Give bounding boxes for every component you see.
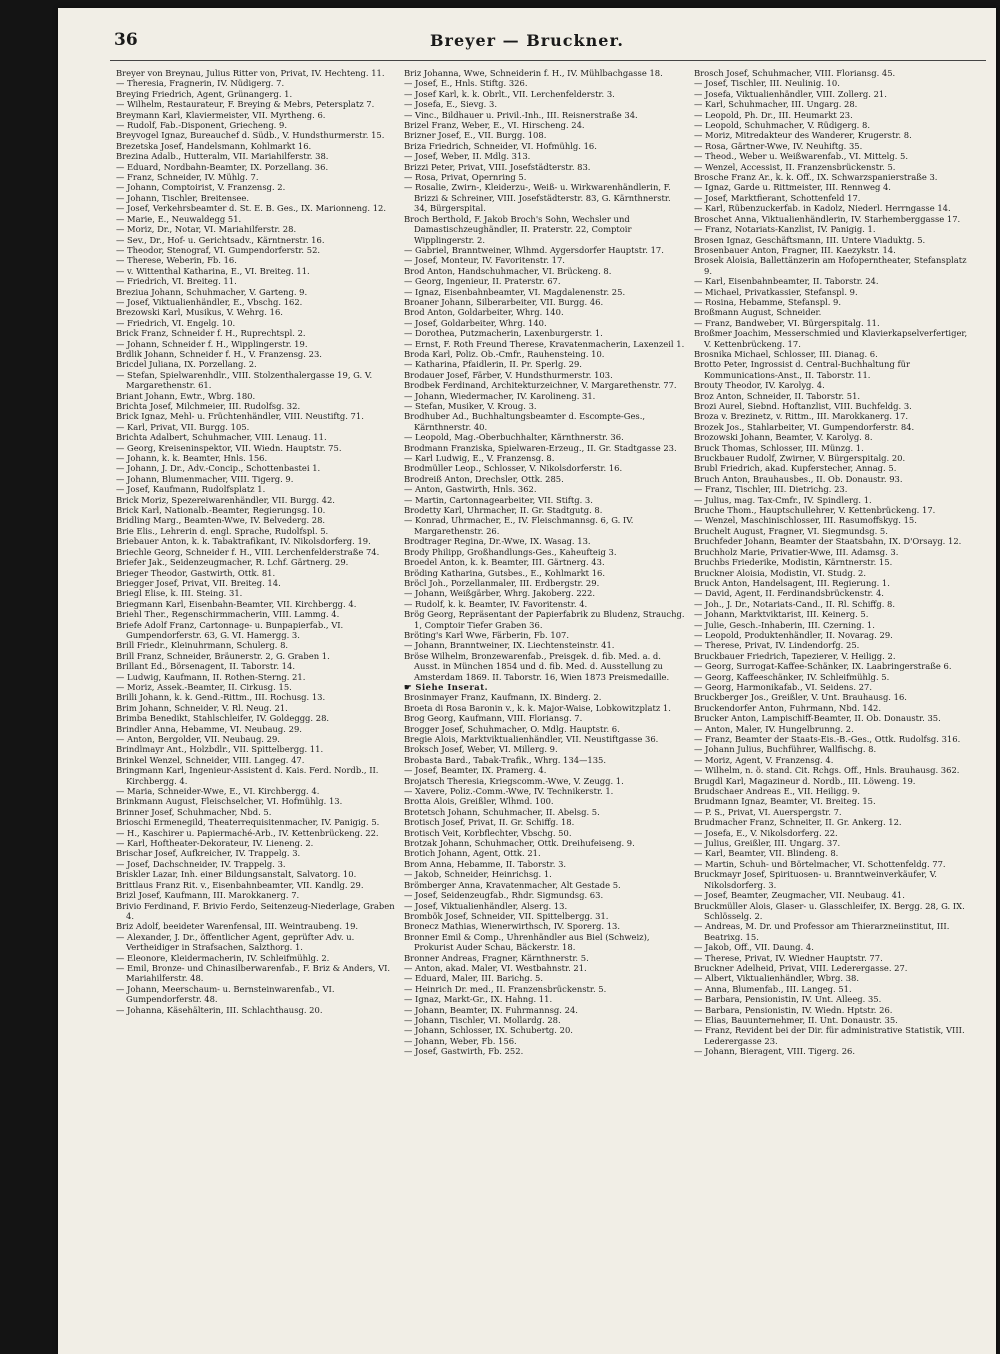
directory-entry: Brindlmayr Ant., Holzbdlr., VII. Spittelbergg. 11. — [116, 744, 324, 755]
directory-entry: — Johann, Blumenmacher, VIII. Tigerg. 9. — [116, 473, 294, 484]
directory-entry: — Josef, Beamter, IX. Pramerg. 4. — [404, 765, 547, 776]
directory-entry: Brindler Anna, Hebamme, VI. Neubaug. 29. — [116, 723, 302, 734]
directory-entry: — Maria, Schneider-Wwe, E., VI. Kirchbergg. 4. — [116, 786, 320, 797]
directory-entry: — Franz, Schneider, IV. Mühlg. 7. — [116, 172, 259, 183]
directory-entry: — Karl, Schuhmacher, III. Ungarg. 28. — [694, 99, 858, 110]
directory-entry: Breyer von Breynau, Julius Ritter von, Privat, IV. Hechteng. 11. — [116, 68, 385, 78]
directory-entry: — Stefan, Spielwarenhdlr., VIII. Stolzenthalergasse 19, G. V. Margarethenstr. 61. — [116, 369, 373, 391]
directory-entry: — Johann, Weber, Fb. 156. — [404, 1035, 517, 1046]
directory-entry: — Theod., Weber u. Weißwarenfab., VI. Mittelg. 5. — [694, 151, 909, 162]
directory-entry: — Josefa, Viktualienhändler, VIII. Zollerg. 21. — [694, 88, 887, 99]
directory-entry: — Rosa, Gärtner-Wwe, IV. Neuhiftg. 35. — [694, 140, 863, 151]
directory-entry: — Josefa, E., Sievg. 3. — [404, 99, 497, 110]
directory-entry: Brotzak Johann, Schuhmacher, Ottk. Dreihufeiseng. 9. — [404, 838, 635, 849]
directory-entry: — Josef, Monteur, IV. Favoritenstr. 17. — [404, 255, 565, 266]
directory-entry: Bruch Anton, Brauhausbes., II. Ob. Donaustr. 93. — [694, 473, 903, 484]
directory-entry: Brillant Ed., Börsenagent, II. Taborstr. 14. — [116, 661, 295, 672]
directory-entry: Briehl Ther., Regenschirmmacherin, VIII. Lammg. 4. — [116, 609, 340, 620]
directory-entry: Broksch Josef, Weber, VI. Millerg. 9. — [404, 744, 558, 755]
directory-entry: Brogger Josef, Schuhmacher, O. Mdlg. Hauptstr. 6. — [404, 723, 620, 734]
directory-entry: Bruckner Aloisia, Modistin, VI. Studg. 2. — [694, 567, 867, 578]
directory-entry: Bruckendorfer Anton, Fuhrmann, Nbd. 142. — [694, 702, 882, 713]
directory-entry: Brobasta Bard., Tabak-Trafik., Whrg. 134—135. — [404, 754, 607, 765]
directory-entry: — Johann, Weißgärber, Whrg. Jakoberg. 222. — [404, 588, 595, 599]
directory-entry: — Ignaz, Eisenbahnbeamter, VI. Magdalenenstr. 25. — [404, 286, 626, 297]
column-middle — [404, 68, 686, 1346]
directory-entry: Brudmann Ignaz, Beamter, VI. Breiteg. 15. — [694, 796, 876, 807]
directory-entry: — Rosalie, Zwirn-, Kleiderzu-, Weiß- u. Wirkwarenhändlerin, F. Brizzi & Schreiner, VIII. Josefstädterstr. 83, G. Kärnthnerstr. 34, Bürgerspital. — [404, 182, 671, 214]
directory-entry: — Julie, Gesch.-Inhaberin, III. Czerning. 1. — [694, 619, 875, 630]
directory-entry: — Anna, Blumenfab., III. Langeg. 51. — [694, 983, 852, 994]
directory-entry: Brömberger Anna, Kravatenmacher, Alt Gestade 5. — [404, 879, 621, 890]
directory-entry: Brezina Adalb., Hutteralm, VII. Mariahilferstr. 38. — [116, 151, 329, 162]
directory-entry: Breyvogel Ignaz, Bureauchef d. Südb., V. Hundsthurmerstr. 15. — [116, 130, 385, 141]
directory-entry: Broedel Anton, k. k. Beamter, III. Gärtnerg. 43. — [404, 557, 605, 568]
directory-entry: Brotisch Josef, Privat, II. Gr. Schiffg. 18. — [404, 817, 575, 828]
directory-entry: Brie Elis., Lehrerin d. engl. Sprache, Rudolfspl. 5. — [116, 525, 329, 536]
directory-entry: Bronecz Mathias, Wienerwirthsch, IV. Sporerg. 13. — [404, 921, 621, 932]
directory-entry: Bronner Emil & Comp., Uhrenhändler aus Biel (Schweiz), Prokurist Auder Schau, Bäckerstr. 18. — [404, 931, 650, 953]
directory-entry: — Konrad, Uhrmacher, E., IV. Fleischmannsg. 6, G. IV. Margarethenstr. 26. — [404, 515, 634, 536]
directory-entry: — Eduard, Nordbahn-Beamter, IX. Porzellang. 36. — [116, 161, 329, 172]
directory-entry: — Therese, Privat, IV. Lindendorfg. 25. — [694, 640, 860, 651]
directory-entry: — Josef, Viktualienhändler, Alserg. 13. — [404, 900, 568, 911]
directory-entry: Brezowski Karl, Musikus, V. Wehrg. 16. — [116, 307, 283, 318]
directory-entry: Brog Georg, Kaufmann, VIII. Floriansg. 7. — [404, 713, 583, 724]
directory-entry: Brinkel Wenzel, Schneider, VIII. Langeg. 47. — [116, 754, 305, 765]
directory-entry: Breying Friedrich, Agent, Grünangerg. 1. — [116, 88, 293, 99]
directory-entry: Brozek Jos., Stahlarbeiter, VI. Gumpendorferstr. 84. — [694, 421, 915, 432]
directory-entry: — Karl Ludwig, E., V. Franzensg. 8. — [404, 453, 555, 464]
directory-entry: Bröse Wilhelm, Bronzewarenfab., Preisgek. d. fib. Med. a. d. Ausst. in München 1854 und d. fib. Med. d. Ausstellung zu Amsterdam 1869. II. Taborstr. 16, Wien 1873 Preismedaille. — [404, 650, 670, 682]
directory-entry: — Josef, Gastwirth, Fb. 252. — [404, 1046, 524, 1057]
column-left — [116, 68, 398, 1346]
directory-entry: Brucker Anton, Lampischiff-Beamter, II. Ob. Donaustr. 35. — [694, 713, 941, 724]
directory-entry: — Martin, Schuh- und Börtelmacher, VI. Schottenfeldg. 77. — [694, 858, 946, 869]
directory-entry: — Moriz, Assek.-Beamter, II. Cirkusg. 15. — [116, 681, 292, 692]
directory-entry: — Johann, Bieragent, VIII. Tigerg. 26. — [694, 1046, 856, 1057]
directory-entry: — Karl, Privat, VII. Burgg. 105. — [116, 421, 250, 432]
directory-entry: Bruchfeder Johann, Beamter der Staatsbahn, IX. D'Orsayg. 12. — [694, 536, 962, 547]
directory-entry: Brög Georg, Repräsentant der Papierfabrik zu Bludenz, Strauchg. 1, Comptoir Tiefer Graben 36. — [404, 609, 685, 630]
directory-entry: — Franz, Notariats-Kanzlist, IV. Panigig. 1. — [694, 224, 876, 235]
directory-entry: — Ignaz, Garde u. Rittmeister, III. Rennweg 4. — [694, 182, 891, 193]
directory-entry: — Josefa, E., V. Nikolsdorferg. 22. — [694, 827, 838, 838]
directory-entry: — Jakob, Schneider, Heinrichsg. 1. — [404, 869, 552, 880]
directory-entry: — Johann, Comptoirist, V. Franzensg. 2. — [116, 182, 286, 193]
directory-entry: — P. S., Privat, VI. Auerspergstr. 7. — [694, 806, 842, 817]
directory-entry: Brinner Josef, Schuhmacher, Nbd. 5. — [116, 806, 272, 817]
directory-entry: — Johanna, Käsehälterin, III. Schlachthausg. 20. — [116, 1004, 323, 1015]
directory-entry: Bruckbauer Friedrich, Tapezierer, V. Heiligg. 2. — [694, 650, 896, 661]
directory-entry: — v. Wittenthal Katharina, E., VI. Breiteg. 11. — [116, 265, 310, 276]
directory-entry: Brittlaus Franz Rit. v., Eisenbahnbeamter, VII. Kandlg. 29. — [116, 879, 364, 890]
directory-entry: Brombök Josef, Schneider, VII. Spittelbergg. 31. — [404, 910, 609, 921]
directory-entry: Brotetsch Johann, Schuhmacher, II. Abelsg. 5. — [404, 806, 600, 817]
directory-entry: — Josef, Viktualienhändler, E., Vbschg. 162. — [116, 296, 303, 307]
directory-entry: — Therese, Privat, IV. Wiedner Hauptstr. 77. — [694, 952, 883, 963]
directory-entry: — Michael, Privatkassier, Stefanspl. 9. — [694, 286, 858, 297]
directory-entry: Brick Franz, Schneider f. H., Ruprechtspl. 2. — [116, 328, 306, 339]
directory-entry: Briefer Jak., Seidenzeugmacher, R. Lchf. Gärtnerg. 29. — [116, 557, 349, 568]
directory-entry: Brizner Josef, E., VII. Burgg. 108. — [404, 130, 547, 141]
directory-entry: Breymann Karl, Klaviermeister, VII. Myrtheng. 6. — [116, 109, 326, 120]
directory-entry: — Ludwig, Kaufmann, II. Rothen-Sterng. 21. — [116, 671, 306, 682]
directory-entry: Bröding Katharina, Gutsbes., E., Kohlmarkt 16. — [404, 567, 606, 578]
directory-entry: — Franz, Beamter der Staats-Eis.-B.-Ges., Ottk. Rudolfsg. 316. — [694, 734, 961, 744]
directory-entry: Brudschaer Andreas E., VII. Heiligg. 9. — [694, 786, 861, 797]
directory-entry: Bruchelt August, Fragner, VI. Siegmundsg. 5. — [694, 525, 888, 536]
directory-entry: — Georg, Surrogat-Kaffee-Schänker, IX. Laabringerstraße 6. — [694, 661, 952, 672]
directory-entry: — Karl, Rübenzuckerfab. in Kadolz, Niederl. Herrngasse 14. — [694, 203, 951, 214]
directory-entry: — Georg, Kaffeeschänker, IV. Schleifmühlg. 5. — [694, 671, 890, 682]
directory-entry: — Johann, Beamter, IX. Fuhrmannsg. 24. — [404, 1004, 578, 1015]
directory-entry: — Georg, Kreiseninspektor, VII. Wiedn. Hauptstr. 75. — [116, 442, 342, 453]
directory-entry: — Johann, J. Dr., Adv.-Concip., Schottenbastei 1. — [116, 463, 321, 474]
directory-entry: — Moriz, Agent, V. Franzensg. 4. — [694, 754, 834, 765]
directory-entry: — Rosa, Privat, Opernring 5. — [404, 172, 527, 183]
directory-entry: Briechle Georg, Schneider f. H., VIII. Lerchenfelderstraße 74. — [116, 546, 380, 557]
directory-entry: — Karl, Eisenbahnbeamter, II. Taborstr. 24. — [694, 276, 879, 287]
directory-entry: — Josef, E., Hnls. Stiftg. 326. — [404, 78, 528, 89]
directory-entry: Bruckbauer Rudolf, Zwirner, V. Bürgerspitalg. 20. — [694, 453, 906, 464]
directory-entry: — Karl, Hoftheater-Dekorateur, IV. Lieneng. 2. — [116, 838, 314, 849]
directory-entry: Briant Johann, Ewtr., Wbrg. 180. — [116, 390, 256, 401]
directory-entry: Bronner Andreas, Fragner, Kärnthnerstr. 5. — [404, 952, 589, 963]
directory-entry: — Franz, Bandweber, VI. Bürgerspitalg. 11. — [694, 317, 880, 328]
running-head: Breyer — Bruckner. — [430, 31, 624, 50]
directory-entry: Brezetska Josef, Handelsmann, Kohlmarkt 16. — [116, 140, 312, 151]
directory-entry: Brouty Theodor, IV. Karolyg. 4. — [694, 380, 825, 391]
directory-entry: — Theresia, Fragnerin, IV. Nüdigerg. 7. — [116, 78, 285, 89]
directory-entry: Bruchholz Marie, Privatier-Wwe, III. Adamsg. 3. — [694, 546, 899, 557]
directory-entry: — Dorothea, Putzmacherin, Laxenburgerstr. 1. — [404, 328, 603, 339]
directory-entry: Briegger Josef, Privat, VII. Breiteg. 14. — [116, 577, 281, 588]
directory-entry: — Barbara, Pensionistin, IV. Wiedn. Hptstr. 26. — [694, 1004, 893, 1015]
directory-entry: Brilli Johann, k. k. Gend.-Rittm., III. Rochusg. 13. — [116, 692, 326, 703]
page-number: 36 — [114, 30, 138, 50]
directory-entry: — Leopold, Mag.-Oberbuchhalter, Kärnthnerstr. 36. — [404, 432, 624, 443]
directory-entry: — Johann, Tischler, Breitensee. — [116, 192, 250, 203]
directory-entry: Brizel Franz, Weber, E., VI. Hirscheng. 24. — [404, 120, 585, 131]
directory-entry: Brodmann Franziska, Spielwaren-Erzeug., II. Gr. Stadtgasse 23. — [404, 442, 677, 453]
directory-entry: Briza Friedrich, Schneider, VI. Hofmühlg. 16. — [404, 140, 597, 151]
directory-entry: — Josef, Verkehrsbeamter d. St. E. B. Ges., IX. Marionneng. 12. — [116, 203, 387, 214]
directory-entry: — Georg, Harmonikafab., VI. Seidens. 27. — [694, 681, 872, 692]
directory-entry: — Anton, Bergolder, VII. Neubaug. 29. — [116, 734, 280, 744]
directory-entry: Brotta Alois, Greißler, Wlhmd. 100. — [404, 796, 554, 807]
directory-entry: — Theodor, Stenograf, VI. Gumpendorferstr. 52. — [116, 244, 321, 255]
directory-entry: Brick Karl, Nationalb.-Beamter, Regierungsg. 10. — [116, 505, 326, 516]
directory-entry: — Vinc., Bildhauer u. Privil.-Inh., III. Reisnerstraße 34. — [404, 109, 638, 120]
directory-entry: Bruckmüller Alois, Glaser- u. Glasschleifer, IX. Bergg. 28, G. IX. Schlösselg. 2. — [694, 900, 965, 921]
directory-entry: — Wenzel, Accessist, II. Franzensbrückenstr. 5. — [694, 161, 896, 172]
directory-entry: Bringmann Karl, Ingenieur-Assistent d. Kais. Ferd. Nordb., II. Kirchbergg. 4. — [116, 765, 379, 786]
directory-entry: — Alexander, J. Dr., öffentlicher Agent, geprüfter Adv. u. Vertheidiger in Strafsachen, Salzthorg. 1. — [116, 931, 355, 953]
directory-entry: Bröcl Joh., Porzellanmaler, III. Erdbergstr. 29. — [404, 577, 600, 588]
directory-entry: Broz Anton, Schneider, II. Taborstr. 51. — [694, 390, 861, 401]
directory-entry: — Sev., Dr., Hof- u. Gerichtsadv., Kärntnerstr. 16. — [116, 234, 325, 245]
directory-entry: Brosche Franz Ar., k. k. Off., IX. Schwarzspanierstraße 3. — [694, 172, 938, 183]
directory-entry: Brizl Josef, Kaufmann, III. Marokkanerg. 7. — [116, 890, 300, 901]
directory-entry: Brosnika Michael, Schlosser, III. Dianag. 6. — [694, 348, 878, 359]
directory-entry: — Josef, Tischler, III. Neulinig. 10. — [694, 78, 840, 89]
directory-entry: — Friedrich, VI. Engelg. 10. — [116, 317, 236, 328]
directory-entry: Brozi Aurel, Siebnd. Hoftanzlist, VIII. Buchfeldg. 3. — [694, 401, 912, 411]
directory-entry: Brichta Adalbert, Schuhmacher, VIII. Lenaug. 11. — [116, 432, 327, 443]
directory-entry: Brill Friedr., Kleinuhrmann, Schulerg. 8. — [116, 640, 289, 651]
directory-entry: Brubl Friedrich, akad. Kupferstecher, Annag. 5. — [694, 463, 897, 474]
directory-entry: Broßmann August, Schneider. — [694, 307, 822, 318]
directory-entry: — Johann, Branntweiner, IX. Liechtensteinstr. 41. — [404, 640, 615, 651]
directory-entry: Brill Franz, Schneider, Bräunerstr. 2, G. Graben 1. — [116, 650, 330, 661]
directory-entry: Brim Johann, Schneider, V. Rl. Neug. 21. — [116, 702, 288, 713]
directory-entry: — Moriz, Dr., Notar, VI. Mariahilferstr. 28. — [116, 224, 297, 235]
directory-entry: — Jakob, Off., VII. Daung. 4. — [694, 942, 814, 953]
directory-entry: Briegmann Karl, Eisenbahn-Beamter, VII. Kirchbergg. 4. — [116, 598, 357, 609]
directory-entry: Brizzi Peter, Privat, VIII. Josefstädterstr. 83. — [404, 161, 591, 172]
directory-entry: — Josef Karl, k. k. Obrlt., VII. Lerchenfelderstr. 3. — [404, 88, 615, 99]
directory-entry: Brotich Johann, Agent, Ottk. 21. — [404, 848, 541, 859]
directory-entry: Brosen Ignaz, Geschäftsmann, III. Untere Viaduktg. 5. — [694, 234, 926, 245]
directory-entry: — Eleonore, Kleidermacherin, IV. Schleifmühlg. 2. — [116, 952, 330, 963]
directory-entry: ☛ Siehe Inserat. — [404, 681, 488, 692]
directory-entry: Brioschi Ermenegild, Theaterrequisitenmacher, IV. Panigig. 5. — [116, 817, 380, 828]
directory-entry: — Julius, Greißler, III. Ungarg. 37. — [694, 838, 841, 849]
directory-entry: — Eduard, Maler, III. Barichg. 5. — [404, 973, 544, 984]
directory-entry: Broda Karl, Poliz. Ob.-Cmfr., Rauhensteing. 10. — [404, 348, 605, 359]
directory-entry: — Xavere, Poliz.-Comm.-Wwe, IV. Technikerstr. 1. — [404, 786, 614, 797]
directory-entry: Bruchbs Friederike, Modistin, Kärntnerstr. 15. — [694, 557, 893, 568]
directory-entry: — Johann, Meerschaum- u. Bernsteinwarenfab., VI. Gumpendorferstr. 48. — [116, 983, 335, 1005]
directory-entry: — Josef, Marktfierant, Schottenfeld 17. — [694, 192, 861, 203]
directory-entry: — Barbara, Pensionistin, IV. Unt. Alleeg. 35. — [694, 994, 882, 1005]
directory-entry: — Wilhelm, Restaurateur, F. Breying & Mebrs, Petersplatz 7. — [116, 99, 375, 110]
directory-entry: Brick Ignaz, Mehl- u. Früchtenhändler, VIII. Neustiftg. 71. — [116, 411, 364, 422]
directory-entry: Brivio Ferdinand, F. Brivio Ferdo, Seitenzeug-Niederlage, Graben 4. — [116, 900, 395, 921]
directory-entry: Brodetty Karl, Uhrmacher, II. Gr. Stadtgutg. 8. — [404, 505, 603, 516]
directory-entry: — Josef, Beamter, Zeugmacher, VII. Neubaug. 41. — [694, 890, 905, 901]
directory-entry: Broeta di Rosa Baronin v., k. k. Major-Waise, Lobkowitzplatz 1. — [404, 702, 671, 713]
directory-entry: Brod Anton, Goldarbeiter, Whrg. 140. — [404, 307, 564, 318]
directory-entry: Brodtrager Regina, Dr.-Wwe, IX. Wasag. 13. — [404, 536, 591, 547]
directory-entry: Bruckner Adelheid, Privat, VIII. Lederergasse. 27. — [694, 962, 908, 973]
directory-entry: Brichta Josef, Milchmeier, III. Rudolfsg. 32. — [116, 401, 301, 411]
directory-entry: Briskler Lazar, Inh. einer Bildungsanstalt, Salvatorg. 10. — [116, 869, 357, 880]
directory-entry: Broschet Anna, Viktualienhändlerin, IV. Starhemberggasse 17. — [694, 213, 961, 224]
directory-entry: — Albert, Viktualienhändler, Wbrg. 38. — [694, 973, 860, 984]
directory-entry: — Franz, Tischler, III. Dietrichg. 23. — [694, 484, 848, 495]
directory-entry: — Moriz, Mitredakteur des Wanderer, Krugerstr. 8. — [694, 130, 912, 141]
directory-entry: — Leopold, Schuhmacher, V. Rüdigerg. 8. — [694, 120, 870, 131]
directory-entry: — Wilhelm, n. ö. stand. Cit. Rchgs. Off., Hnls. Brauhausg. 362. — [694, 765, 960, 776]
directory-entry: — Martin, Cartonnagearbeiter, VII. Stiftg. 3. — [404, 494, 593, 505]
directory-entry: Broßmer Joachim, Messerschmied und Klavierkapselverfertiger, V. Kettenbrückeng. 17. — [694, 328, 968, 349]
directory-entry: Brodauer Josef, Färber, V. Hundsthurmerstr. 103. — [404, 369, 613, 380]
directory-entry: — Johann, Wiedermacher, IV. Karolineng. 31. — [404, 390, 596, 401]
directory-entry: Brozowski Johann, Beamter, V. Karolyg. 8. — [694, 432, 873, 443]
directory-entry: Brudmacher Franz, Schneiter, II. Gr. Ankerg. 12. — [694, 817, 902, 828]
directory-entry: — Julius, mag. Tax-Cmfr., IV. Spindlerg. 1. — [694, 494, 872, 505]
directory-entry: Bregie Alois, Marktviktualienhändler, VII. Neustiftgasse 36. — [404, 734, 659, 744]
directory-entry: Brodbek Ferdinand, Architekturzeichner, V. Margarethenstr. 77. — [404, 380, 677, 391]
directory-entry: — Rudolf, k. k. Beamter, IV. Favoritenstr. 4. — [404, 598, 588, 609]
directory-entry: Bröting's Karl Wwe, Färberin, Fb. 107. — [404, 629, 570, 640]
directory-entry: — Marie, E., Neuwaldegg 51. — [116, 213, 242, 224]
directory-entry: — Josef, Seidenzeugfab., Rhdr. Sigmundsg. 63. — [404, 890, 604, 901]
directory-entry: Briz Adolf, beeideter Warenfensal, III. Weintraubeng. 19. — [116, 921, 359, 932]
directory-entry: — Heinrich Dr. med., II. Franzensbrückenstr. 5. — [404, 983, 607, 994]
directory-entry: Bruche Thom., Hauptschullehrer, V. Kettenbrückeng. 17. — [694, 505, 936, 516]
directory-entry: Broaner Johann, Silberarbeiter, VII. Burgg. 46. — [404, 296, 604, 307]
directory-entry: — Wenzel, Maschinischlosser, III. Rasumoffskyg. 15. — [694, 515, 917, 526]
directory-entry: Bruck Anton, Handelsagent, III. Regierung. 1. — [694, 577, 890, 588]
directory-entry: — Johann, Marktviktarist, III. Keinerg. 5. — [694, 609, 869, 620]
directory-entry: Brinkmann August, Fleischselcher, VI. Hofmühlg. 13. — [116, 796, 343, 807]
directory-entry: Brom Anna, Hebamme, II. Taborstr. 3. — [404, 858, 567, 869]
directory-entry: Brotisch Veit, Korbflechter, Vbschg. 50. — [404, 827, 572, 838]
column-right — [694, 68, 972, 1346]
directory-entry: — Johann Julius, Buchführer, Wallfischg. 8. — [694, 744, 877, 755]
directory-entry: — Friedrich, VI. Breiteg. 11. — [116, 276, 237, 287]
directory-entry: — Rudolf, Fab.-Disponent, Griecheng. 9. — [116, 120, 287, 131]
directory-entry: — Johann, Tischler, VI. Mollardg. 28. — [404, 1014, 561, 1025]
directory-entry: Briefe Adolf Franz, Cartonnage- u. Bunpapierfab., VI. Gumpendorferstr. 63, G. VI. Hamergg. 3. — [116, 619, 344, 640]
directory-entry: Brodhuber Ad., Buchhaltungsbeamter d. Escompte-Ges., Kärnthnerstr. 40. — [404, 411, 646, 432]
directory-entry: — Stefan, Musiker, V. Kroug. 3. — [404, 401, 537, 411]
directory-entry: Broza v. Brezinetz, v. Rittm., III. Marokkanerg. 17. — [694, 411, 909, 422]
directory-entry: Brimba Benedikt, Stahlschleifer, IV. Goldeggg. 28. — [116, 713, 330, 724]
directory-entry: Brosch Josef, Schuhmacher, VIII. Floriansg. 45. — [694, 68, 896, 78]
directory-entry: — Josef, Kaufmann, Rudolfsplatz 1. — [116, 484, 266, 495]
header-rule — [110, 60, 986, 61]
directory-entry: — Andreas, M. Dr. und Professor am Thierarzneiinstitut, III. Beatrixg. 15. — [694, 921, 950, 942]
directory-entry: — Joh., J. Dr., Notariats-Cand., II. Rl. Schiffg. 8. — [694, 598, 896, 609]
directory-entry: Brojatsch Theresia, Kriegscomm.-Wwe, V. Zeugg. 1. — [404, 775, 624, 786]
directory-entry: — Ernst, F. Roth Freund Therese, Kravatenmacherin, Laxenzeil 1. — [404, 338, 685, 349]
directory-entry: — Johann, k. k. Beamter, Hnls. 156. — [116, 453, 268, 464]
directory-entry: Bricdel Juliana, IX. Porzellang. 2. — [116, 359, 257, 370]
directory-entry: Brod Anton, Handschuhmacher, VI. Brückeng. 8. — [404, 265, 612, 276]
directory-entry: Brotto Peter, Ingrossist d. Central-Buchhaltung für Kommunications-Anst., II. Taborstr. 11. — [694, 359, 910, 380]
directory-entry: Brieger Theodor, Gastwirth, Ottk. 81. — [116, 567, 276, 578]
directory-entry: — Anton, Gastwirth, Hnls. 362. — [404, 484, 537, 495]
directory-entry: Brosenbauer Anton, Fragner, III. Kaezykstr. 14. — [694, 244, 896, 255]
directory-entry: Broch Berthold, F. Jakob Broch's Sohn, Wechsler und Damastischzeughändler, II. Praterstr. 22, Comptoir Wipplingerstr. 2. — [404, 213, 632, 245]
directory-entry: — Emil, Bronze- und Chinasilberwarenfab., F. Briz & Anders, VI. Mariahilferstr. 48. — [116, 962, 391, 984]
directory-entry: — Georg, Ingenieur, II. Praterstr. 67. — [404, 276, 561, 287]
directory-entry: — Franz, Revident bei der Dir. für administrative Statistik, VIII. Lederergasse 23. — [694, 1025, 965, 1046]
directory-entry: Bruck Thomas, Schlosser, III. Münzg. 1. — [694, 442, 864, 453]
directory-entry: Brischar Josef, Aufkreicher, IV. Trappelg. 3. — [116, 848, 301, 859]
directory-entry: — Ignaz, Markt-Gr., IX. Hahng. 11. — [404, 994, 553, 1005]
directory-entry: — Katharina, Pfaidlerin, II. Pr. Sperlg. 29. — [404, 359, 582, 370]
directory-entry: Briegl Elise, k. III. Steing. 31. — [116, 588, 243, 599]
directory-entry: — Johann, Schlosser, IX. Schubertg. 20. — [404, 1025, 573, 1036]
directory-entry: — Anton, akad. Maler, VI. Westbahnstr. 21. — [404, 962, 587, 973]
directory-entry: Briz Johanna, Wwe, Schneiderin f. H., IV. Mühlbachgasse 18. — [404, 68, 663, 78]
directory-page — [58, 8, 996, 1354]
directory-entry: Brdlik Johann, Schneider f. H., V. Franzensg. 23. — [116, 348, 322, 359]
directory-entry: — Leopold, Ph. Dr., III. Heumarkt 23. — [694, 109, 853, 120]
directory-entry: — Johann, Schneider f. H., Wipplingerstr. 19. — [116, 338, 308, 349]
directory-entry: — Gabriel, Branntweiner, Wlhmd. Aygersdorfer Hauptstr. 17. — [404, 244, 664, 255]
directory-entry: Brodmüller Leop., Schlosser, V. Nikolsdorferstr. 16. — [404, 463, 623, 474]
directory-entry: — Josef, Goldarbeiter, Whrg. 140. — [404, 317, 547, 328]
directory-entry: — Josef, Dachschneider, IV. Trappelg. 3. — [116, 858, 286, 869]
directory-entry: Brosek Aloisia, Ballettänzerin am Hofoperntheater, Stefansplatz 9. — [694, 255, 967, 276]
directory-entry: Bruckberger Jos., Greißler, V. Unt. Brauhausg. 16. — [694, 692, 907, 703]
directory-entry: — H., Kaschirer u. Papiermaché-Arb., IV. Kettenbrückeng. 22. — [116, 827, 379, 838]
directory-entry: — Josef, Weber, II. Mdlg. 313. — [404, 151, 531, 162]
directory-entry: — Therese, Weberin, Fb. 16. — [116, 255, 237, 266]
directory-entry: — Anton, Maler, IV. Hungelbrunng. 2. — [694, 723, 854, 734]
directory-entry: — Elias, Bauunternehmer, II. Unt. Donaustr. 35. — [694, 1014, 898, 1025]
directory-entry: — David, Agent, II. Ferdinandsbrückenstr. 4. — [694, 588, 884, 599]
directory-entry: Bridling Marg., Beamten-Wwe, IV. Belvederg. 28. — [116, 515, 326, 526]
directory-entry: Briebauer Anton, k. k. Tabaktrafikant, IV. Nikolsdorferg. 19. — [116, 536, 371, 547]
directory-entry: Bruckmayr Josef, Spirituosen- u. Branntweinverkäufer, V. Nikolsdorferg. 3. — [694, 869, 937, 890]
directory-entry: Brody Philipp, Großhandlungs-Ges., Kaheufteig 3. — [404, 546, 617, 557]
directory-entry: Brosinmayer Franz, Kaufmann, IX. Binderg. 2. — [404, 692, 602, 703]
directory-entry: Brick Moriz, Spezereiwarenhändler, VII. Burgg. 42. — [116, 494, 335, 505]
directory-entry: — Leopold, Produktenhändler, II. Novarag. 29. — [694, 629, 893, 640]
directory-entry: — Karl, Beamter, VII. Blindeng. 8. — [694, 848, 839, 859]
directory-entry: Breziua Johann, Schuhmacher, V. Garteng. 9. — [116, 286, 308, 297]
directory-entry: Brugdl Karl, Magazineur d. Nordb., III. Löweng. 19. — [694, 775, 916, 786]
directory-entry: Brodreiß Anton, Drechsler, Ottk. 285. — [404, 473, 564, 484]
directory-entry: — Rosina, Hebamme, Stefanspl. 9. — [694, 296, 842, 307]
